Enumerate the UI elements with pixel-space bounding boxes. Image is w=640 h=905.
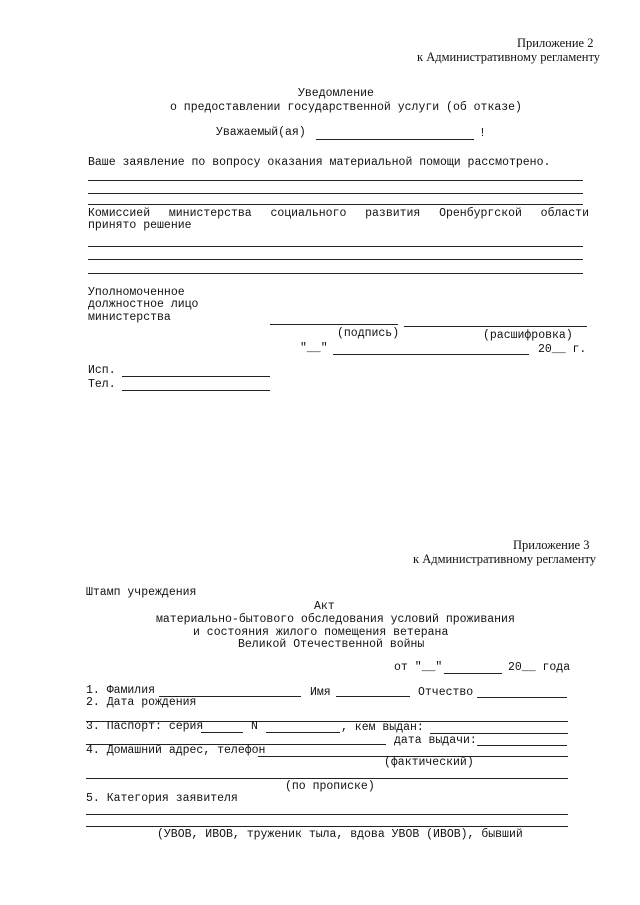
official-line-2: должностное лицо	[88, 298, 199, 311]
patronymic-field[interactable]	[477, 697, 567, 698]
category-field-2[interactable]	[86, 826, 568, 827]
appendix-2-title: Приложение 2	[517, 36, 594, 50]
greeting-label: Уважаемый(ая)	[216, 126, 306, 139]
name-field[interactable]	[336, 696, 410, 697]
signature-line[interactable]	[270, 324, 398, 325]
issued-by-label: , кем выдан:	[341, 721, 424, 734]
notice-heading: Уведомление	[298, 87, 374, 100]
commission-word: Оренбургской	[439, 207, 522, 220]
act-date-month-line[interactable]	[444, 673, 502, 674]
notice-subheading: о предоставлении государственной услуги (об отказе)	[170, 101, 522, 114]
appendix-2-subtitle: к Административному регламенту	[417, 50, 601, 64]
decision-line[interactable]	[88, 273, 583, 274]
passport-series-field[interactable]	[201, 732, 243, 733]
act-subheading-1: материально-бытового обследования условий проживания	[156, 613, 515, 626]
addressee-line[interactable]	[316, 139, 474, 140]
commission-word: министерства	[168, 207, 252, 220]
category-note: (УВОВ, ИВОВ, труженик тыла, вдова УВОВ (ИВОВ), бывший	[157, 828, 523, 841]
act-heading: Акт	[314, 600, 335, 613]
issue-date-field[interactable]	[477, 745, 567, 746]
date-month-line[interactable]	[333, 354, 529, 355]
address-field-2[interactable]	[86, 778, 568, 779]
text-line[interactable]	[88, 193, 583, 194]
executor-line[interactable]	[122, 376, 270, 377]
passport-series-label: 3. Паспорт: серия	[86, 720, 204, 733]
decode-line[interactable]	[404, 326, 587, 327]
stamp-label: Штамп учреждения	[86, 586, 197, 599]
name-label: Имя	[310, 686, 331, 699]
text-line[interactable]	[88, 204, 583, 205]
act-date-year: 20__ года	[508, 661, 571, 674]
application-status-text: Ваше заявление по вопросу оказания материальной помощи рассмотрено.	[88, 156, 551, 169]
date-year: 20__ г.	[538, 343, 587, 356]
patronymic-label: Отчество	[418, 686, 474, 699]
executor-label: Исп.	[88, 364, 116, 377]
greeting-exclamation: !	[479, 127, 486, 140]
commission-word: области	[540, 207, 589, 220]
phone-line[interactable]	[122, 390, 270, 391]
address-registered-label: (по прописке)	[285, 780, 375, 793]
birth-date-label: 2. Дата рождения	[86, 696, 197, 709]
appendix-3-subtitle: к Административному регламенту	[413, 552, 597, 566]
text-line[interactable]	[88, 180, 583, 181]
official-line-3: министерства	[88, 311, 171, 324]
phone-label: Тел.	[88, 378, 116, 391]
decision-label: принято решение	[88, 219, 192, 232]
decode-label: (расшифровка)	[483, 329, 573, 342]
passport-number-field[interactable]	[266, 732, 340, 733]
commission-word: Комиссией	[88, 207, 151, 220]
category-field[interactable]	[86, 814, 568, 815]
issue-date-label: дата выдачи:	[394, 734, 477, 747]
passport-number-label: N	[251, 720, 258, 733]
decision-line[interactable]	[88, 246, 583, 247]
act-date-day: от "__"	[394, 661, 443, 674]
act-subheading-2: и состояния жилого помещения ветерана	[193, 626, 449, 639]
surname-label: 1. Фамилия	[86, 684, 156, 697]
decision-line[interactable]	[88, 259, 583, 260]
commission-word: развития	[365, 207, 421, 220]
commission-word: социального	[270, 207, 347, 220]
address-label: 4. Домашний адрес, телефон	[86, 744, 266, 757]
category-label: 5. Категория заявителя	[86, 792, 238, 805]
address-actual-label: (фактический)	[384, 756, 474, 769]
act-subheading-3: Великой Отечественной войны	[238, 638, 425, 651]
date-day: "__"	[300, 342, 328, 355]
official-line-1: Уполномоченное	[88, 286, 185, 299]
appendix-3-title: Приложение 3	[513, 538, 590, 552]
signature-label: (подпись)	[337, 327, 400, 340]
